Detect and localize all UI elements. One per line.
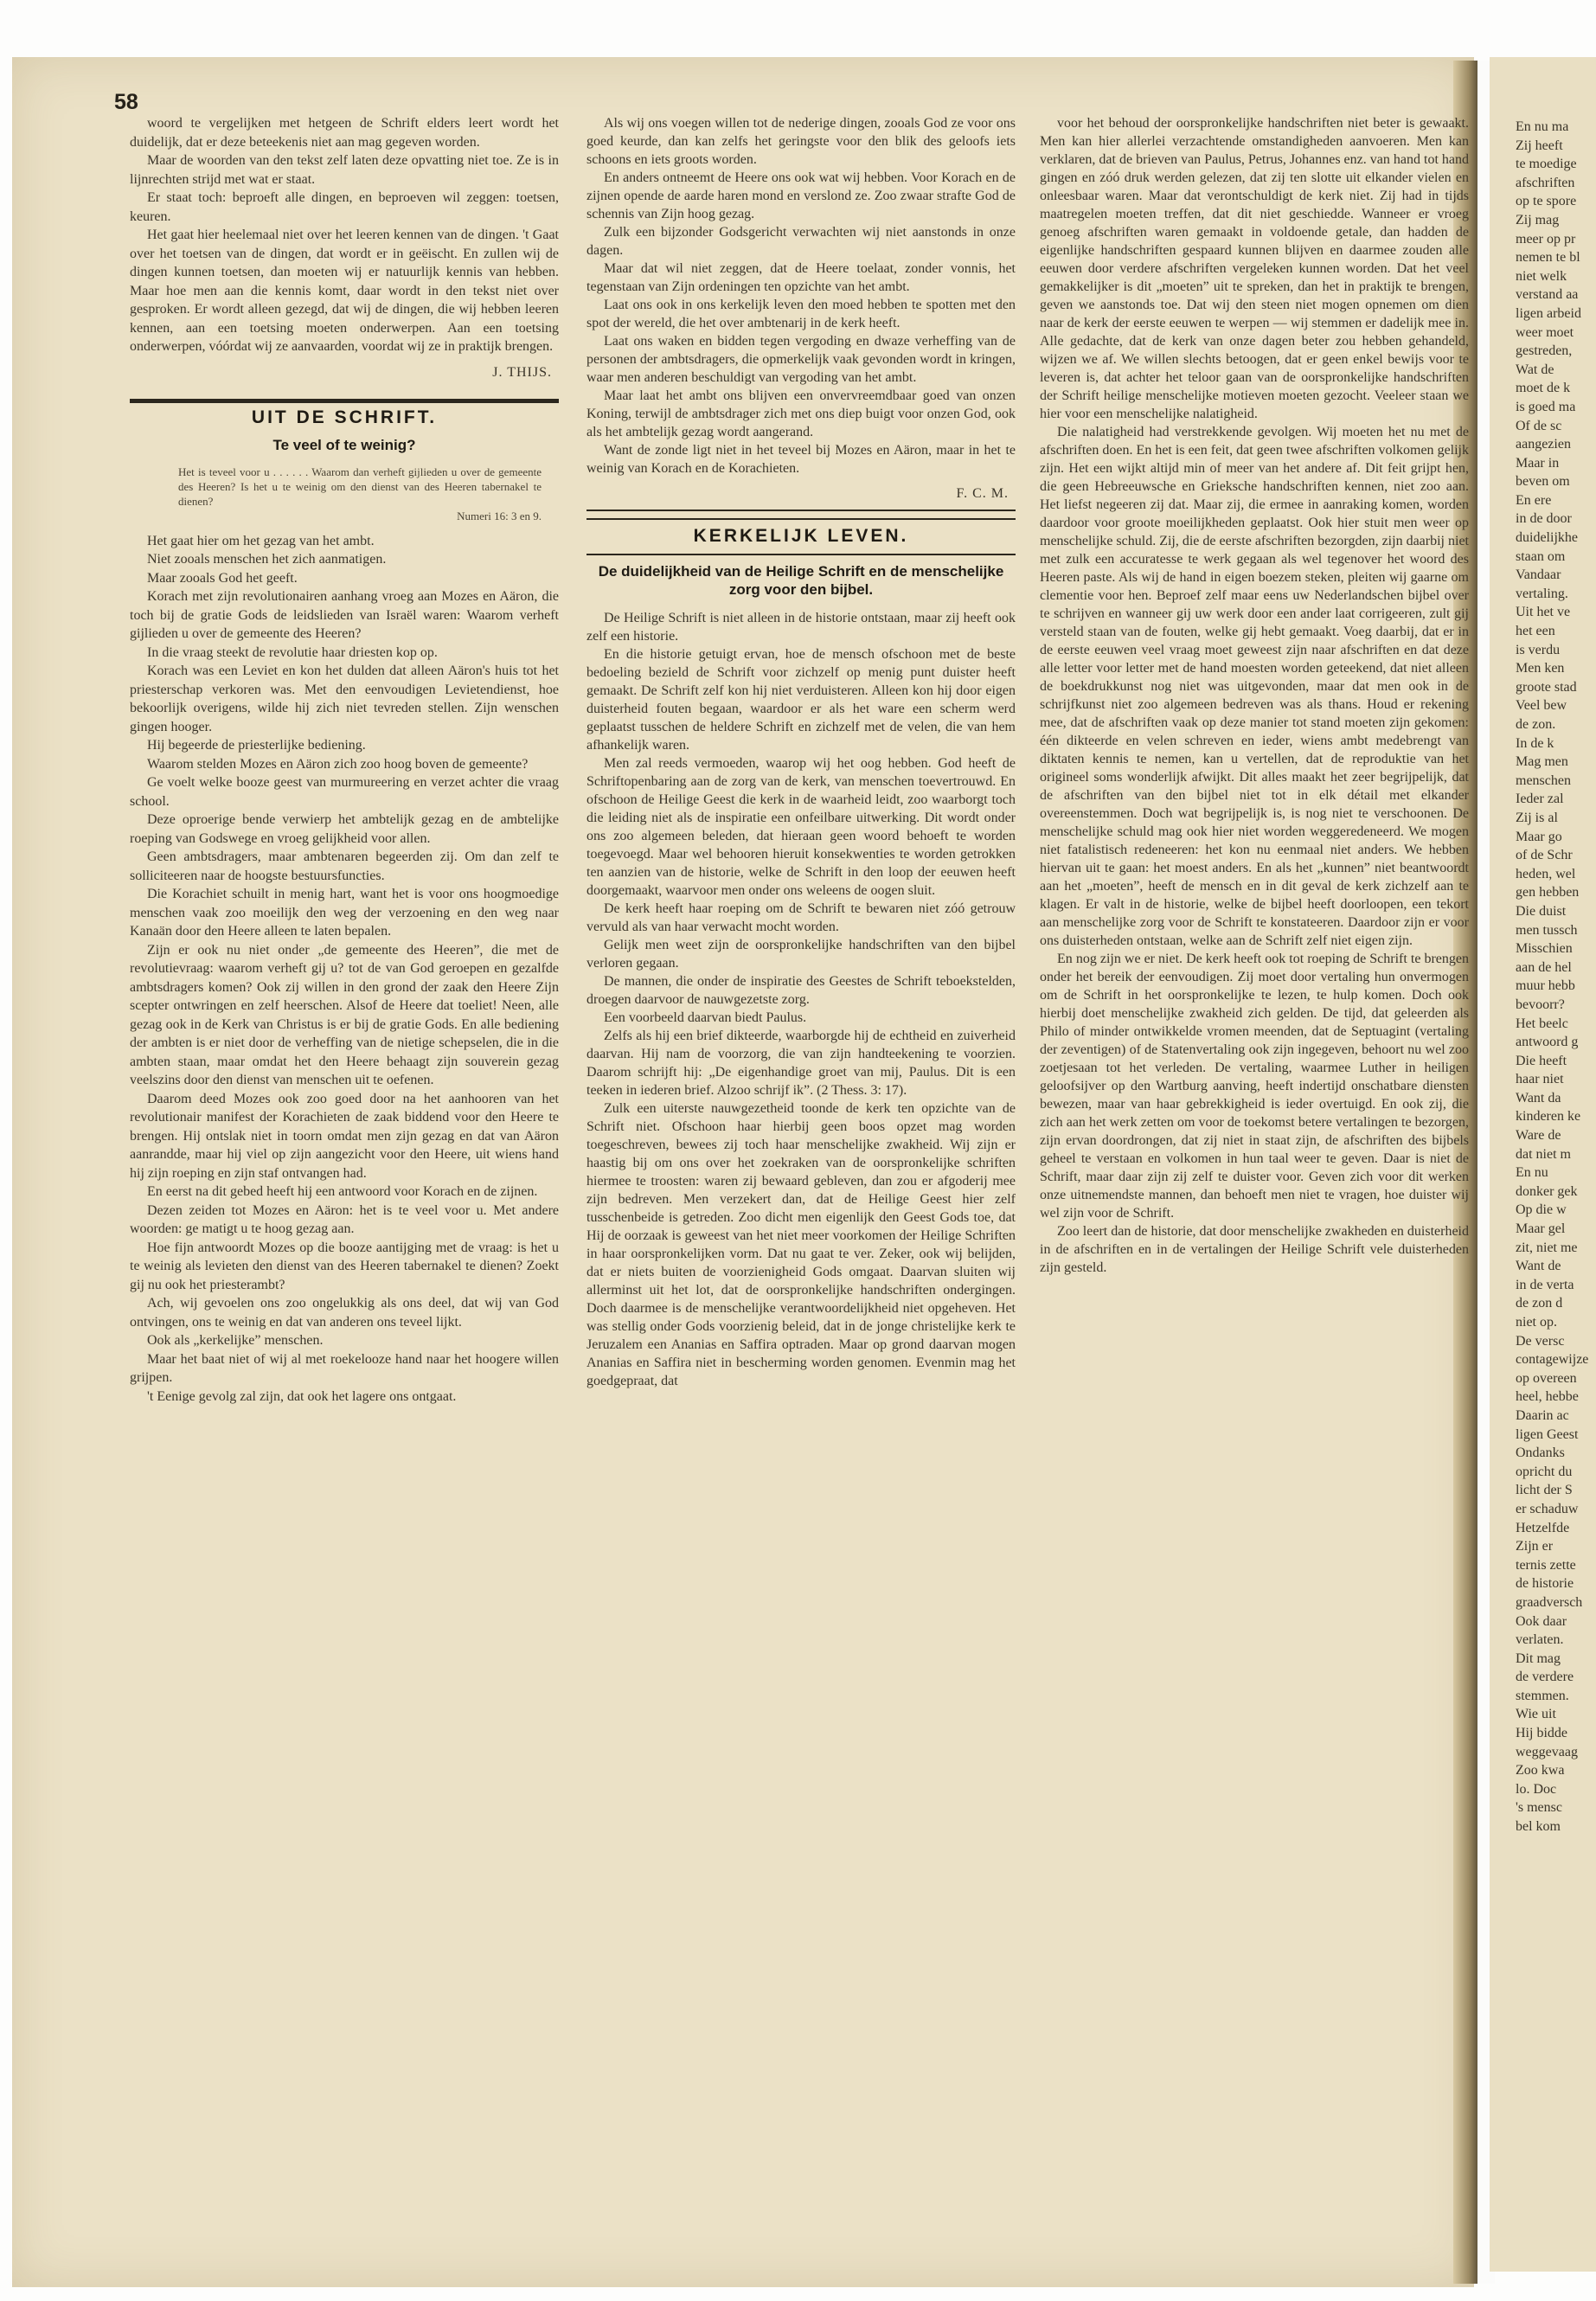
fragment-line: Wat de (1516, 362, 1554, 377)
fragment-line: Uit het ve (1516, 605, 1571, 620)
article-continuation (586, 114, 1016, 478)
fragment-line: niet op. (1516, 1315, 1557, 1330)
paragraph: Laat ons ook in ons kerkelijk leven den moed hebben te spotten met den spot der wereld, die het over ambtenarij in de kerk heeft. (586, 298, 1016, 330)
fragment-line: Maar gel (1516, 1221, 1566, 1237)
paragraph: Laat ons waken en bidden tegen vergoding en dwaze verheffing van de personen der ambtsdragers, die opmerkelijk vaak gevonden wordt in kringen, waar men anderen beschuldigt van vergoding van het ambt. (586, 334, 1016, 385)
paragraph: Maar dat wil niet zeggen, dat de Heere toelaat, zonder vonnis, het tegenstaan van Zijn ordeningen ten opzichte van het ambt. (586, 261, 1016, 294)
fragment-line: Vandaar (1516, 567, 1561, 583)
paragraph: Ook als „kerkelijke” menschen. (147, 1333, 324, 1348)
paragraph: Als wij ons voegen willen tot de nederige dingen, zooals God ze voor ons goed keurde, dan kan zelfs het geringste voor den blik des geloofs iets schoons en iets groots worden. (586, 116, 1016, 167)
fragment-line: Want da (1516, 1090, 1561, 1106)
paragraph: Ge voelt welke booze geest van murmureering en verzet achter die vraag school. (130, 775, 559, 809)
fragment-line: licht der S (1516, 1483, 1573, 1498)
fragment-line: contagewijze (1516, 1352, 1589, 1368)
fragment-line: heel, hebbe (1516, 1389, 1579, 1405)
paragraph: Maar laat het ambt ons blijven een onvervreemdbaar goed van onzen Koning, terwijl de ambtsdrager zich met ons diep buigt voor onzen God, ook als het ambtelijk gezag wordt aangerand. (586, 388, 1016, 439)
fragment-line: Maar in (1516, 455, 1560, 471)
column-1 (130, 114, 559, 1406)
section-divider (586, 510, 1016, 511)
paragraph: Geen ambtsdragers, maar ambtenaren begeerden zij. Om dan zelf te solliciteeren naar de hoogste bestuursfuncties. (130, 849, 559, 883)
paragraph: Ach, wij gevoelen ons zoo ongelukkig als ons deel, dat wij van God ontvingen, ons te weinig en dat van anderen ons teveel lijkt. (130, 1296, 559, 1330)
paragraph: Zijn er ook nu niet onder „de gemeente des Heeren”, die met de revolutievraag: waarom verheft gij u? tot de van God geroepen en gezalfde ambtsdragers komen? Ook zij willen in den grond der zaak den Heere Zijn scepter ontwringen en zelf heerschen. Alsof de Heere dat toeliet! Neen, alle gezag ook in de Kerk van Christus is er bij de gratie Gods. En alle bediening der ambten is er niet door de verheffing van de nietige schepselen, die in die ambten staan, maar omdat het den Heere behaagt zijn souverein gezag veelszins door den dienst van menschen uit te oefenen. (130, 942, 559, 1087)
fragment-line: vertaling. (1516, 586, 1568, 601)
paragraph: Maar zooals God het geeft. (147, 570, 298, 586)
paragraph: Hij begeerde de priesterlijke bediening. (147, 738, 366, 753)
fragment-line: Zij mag (1516, 212, 1560, 228)
fragment-line: groote stad (1516, 679, 1577, 695)
fragment-line: Het beelc (1516, 1016, 1568, 1031)
paragraph: En anders ontneemt de Heere ons ook wat wij hebben. Voor Korach en de zijnen opende de aarde haren mond en verslond ze. Zoo zwaar strafte God de schennis van Zijn hoog gezag. (586, 170, 1016, 221)
paragraph: Die Korachiet schuilt in menig hart, want het is voor ons hoogmoedige menschen vaak zoo moeilijk den weg der verzoening en den weg naar Kanaän door den Heere alleen te laten bepalen. (130, 887, 559, 939)
fragment-line: menschen (1516, 772, 1571, 788)
fragment-line: is verdu (1516, 642, 1561, 657)
fragment-line: Dit mag (1516, 1650, 1561, 1666)
paragraph: Deze oproerige bende verwierp het ambtelijk gezag en de ambtelijke roeping van Godswege en vroeg gelijkheid voor allen. (130, 812, 559, 846)
fragment-line: de zon. (1516, 717, 1556, 732)
fragment-line: is goed ma (1516, 399, 1576, 414)
bible-quote (178, 465, 542, 523)
fragment-line: de historie (1516, 1576, 1574, 1592)
fragment-line: op overeen (1516, 1370, 1577, 1386)
paragraph: Zulk een uiterste nauwgezetheid toonde de kerk ten opzichte van de Schrift niet. Ofschoon haar hierbij geen boos opzet mag worden toegeschreven, bewees zij toch haar menschelijke zwakheid. Wij zijn er haastig bij om ons over het zoekraken van de oorspronkelijke schriften hiermee te troosten: waren zij bewaard gebleven, dan zou er afgoderij mee zijn bedreven. Men verzekert dan, dat de Heilige Geest hier zelf tusschenbeide is getreden. Zoo dicht men eigenlijk den Geest Gods toe, dat Hij de oorzaak is geweest van het niet meer voorkomen der Heilige Schriften in haar oorspronkelijken vorm. Dat nu gaat te ver. Zeker, ook wij belijden, dat er niets buiten de voorzienigheid Gods omgaat. Daarvan sluiten wij allerminst uit het lot, dat de oorspronkelijke handschriften ondergingen. Doch daarmee is de menschelijke verantwoordelijkheid niet opgeheven. Het was stellig onder Gods voorzienig beleid, dat in de jonge christelijke kerk te Jeruzalem een Ananias en Saffira optraden. Maar op grond daarvan mogen Ananias en Saffira niet in bescherming worden genomen. Evenmin mag het goedgepraat, dat (586, 1101, 1016, 1388)
fragment-line: ligen arbeid (1516, 305, 1581, 321)
fragment-line: En nu (1516, 1165, 1548, 1181)
fragment-line: Maar go (1516, 829, 1562, 844)
fragment-line: Op die w (1516, 1202, 1567, 1218)
paragraph: Maar het baat niet of wij al met roekelooze hand naar het hoogere willen grijpen. (130, 1351, 559, 1385)
fragment-line: moet de k (1516, 381, 1571, 396)
section-heading-uit-de-schrift: UIT DE SCHRIFT. (251, 407, 438, 427)
paragraph: De Heilige Schrift is niet alleen in de historie ontstaan, maar zij heeft ook zelf een historie. (586, 611, 1016, 644)
paragraph: Dezen zeiden tot Mozes en Aäron: het is te veel voor u. Met andere woorden: ge matigt u te hoog gezag aan. (130, 1202, 559, 1236)
fragment-line: duidelijkhe (1516, 530, 1578, 546)
fragment-line: Ook daar (1516, 1613, 1567, 1629)
fragment-line: stemmen. (1516, 1688, 1569, 1703)
fragment-line: 's mensc (1516, 1800, 1562, 1816)
fragment-line: donker gek (1516, 1183, 1578, 1199)
fragment-line: Men ken (1516, 661, 1565, 676)
fragment-line: er schaduw (1516, 1501, 1579, 1516)
paragraph: En nog zijn we er niet. De kerk heeft ook tot roeping de Schrift te brengen onder het bereik der eenvoudigen. Zij moet door vertaling hun onvermogen om de Schrift in het oorspronkelijke te lezen, te hulp komen. Doch ook hierbij doet menschelijke zwakheid zich gelden. De tijd, dat geleerden als Philo of minder ontwikkelde vromen meenden, dat de Septuagint (vertaling der zeventigen) of de Statenvertaling ook zijn ingegeven, behoort nu wel zoo zoetjesaan tot het verleden. De vertaling, waarmee Luther in heiligen geloofsijver op den Wartburg aanving, heeft indertijd onschatbare diensten bewezen, maar van haar gebrekkigheid is ieder overtuigd. En ook zij, die zich aan het werk zetten om voor de toekomst betere vertalingen te bezorgen, zijn ervan doordrongen, dat zij niet in staat zijn, de afschriften des bijbels geheel te verstaan en volkomen in hun taal weer te geven. Daar is niet de Schrift, maar daar zijn zij zelf te duister voor. Geven zich voor dit werken onze uitnemendste mannen, dan behoeft men niet te vragen, hoe duister wij wel zijn voor de Schrift. (1040, 952, 1469, 1221)
paragraph: Niet zooals menschen het zich aanmatigen. (147, 552, 387, 567)
section-divider (586, 554, 1016, 555)
paragraph: voor het behoud der oorspronkelijke handschriften niet beter is gewaakt. Men kan hier allerlei verzachtende omstandigheden aanvoeren. Men kan verklaren, dat de brieven van Paulus, Petrus, Johannes enz. van hand tot hand gingen en zóó druk werden gelezen, dat zij ten slotte uit elkander vielen en onleesbaar waren. Maar dat verontschuldigt de kerk niet. Zij had in tijds maatregelen moeten treffen, dat dit niet geschiedde. Wanneer er vroeg genoeg afschriften waren gemaakt in voldoende getale, dan hadden de eigenlijke handschriften gespaard kunnen blijven en daarmee zouden alle eeuwen door verdere afschriften vergeleken kunnen worden. Dat het veel gemakkelijker is dit „moeten” uit te spreken, dan het in praktijk te brengen, geven we aanstonds toe. Dat wij den steen niet mogen opnemen om dien naar de kerk der eerste eeuwen te werpen — wij stemmen er dadelijk mee in. Alle gedachte, dat de kerk van onze dagen beter zou hebben gehandeld, wijzen we af. We willen slechts betoogen, dat er geen enkel bewijs voor te leveren is, dat achter het teloor gaan van de oorspronkelijke handschriften der Schrift heilige menschelijke motieven moeten gezocht. Veeleer staan we hier voor een menschelijke nalatigheid. (1040, 116, 1469, 421)
fragment-line: bel kom (1516, 1819, 1561, 1835)
paragraph: Zelfs als hij een brief dikteerde, waarborgde hij de echtheid en zuiverheid daarvan. Hij nam de voorzorg, die van zijn handteekening te voorzien. Daarom schrijft hij: „De eigenhandige groet van mij, Paulus. Dit is een teeken in iederen brief. Alzoo schrijf ik”. (2 Thess. 3: 17). (586, 1029, 1016, 1098)
author-signature: F. C. M. (956, 486, 1009, 501)
fragment-line: in de verta (1516, 1277, 1574, 1292)
section-divider (586, 518, 1016, 520)
paragraph: Er staat toch: beproeft alle dingen, en beproeven wil zeggen: toetsen, keuren. (130, 190, 559, 224)
paragraph: Hoe fijn antwoordt Mozes op die booze aantijging met de vraag: is het u te weinig als levieten den dienst van des Heeren tabernakel te dienen? Zoekt gij nu ook het priesterambt? (130, 1240, 559, 1292)
fragment-line: staan om (1516, 548, 1566, 564)
paragraph: Men zal reeds vermoeden, waarop wij het oog hebben. God heeft de Schriftopenbaring aan de zorg van de kerk, van menschen toevertrouwd. En ofschoon de Heilige Geest die kerk in de waarheid leidt, zoo waarborgt toch die leiding niet als de inspiratie een onfeilbare uitwerking. Dit wordt onder ons zoo algemeen beleden, dat hieraan geen woord behoeft te worden toegevoegd. Maar wel behooren hieruit konsekwenties te worden getrokken ten aanzien van de historie, welke de Schrift in den loop der eeuwen heeft doorgemaakt, waarvoor men onder ons weleens de oogen sluit. (586, 756, 1016, 898)
fragment-line: dat niet m (1516, 1146, 1571, 1162)
fragment-line: Mag men (1516, 754, 1568, 770)
paragraph: Maar de woorden van den tekst zelf laten deze opvatting niet toe. Ze is in lijnrechten strijd met wat er staat. (130, 153, 559, 187)
paragraph: Zulk een bijzonder Godsgericht verwachten wij niet aanstonds in onze dagen. (586, 225, 1016, 258)
fragment-line: ligen Geest (1516, 1426, 1579, 1442)
fragment-line: En nu ma (1516, 119, 1569, 134)
fragment-line: kinderen ke (1516, 1109, 1581, 1125)
fragment-line: Die heeft (1516, 1053, 1567, 1068)
paragraph: In die vraag steekt de revolutie haar driesten kop op. (147, 644, 438, 660)
fragment-line: verstand aa (1516, 287, 1579, 303)
fragment-line: antwoord g (1516, 1035, 1579, 1050)
paragraph: Gelijk men weet zijn de oorspronkelijke handschriften van den bijbel verloren gegaan. (586, 938, 1016, 971)
fragment-line: heden, wel (1516, 866, 1576, 881)
quote-reference: Numeri 16: 3 en 9. (457, 509, 542, 522)
fragment-line: in de door (1516, 511, 1572, 527)
paragraph: En die historie getuigt ervan, hoe de mensch ofschoon met de beste bedoeling bezield de Schrift voor zichzelf op menig punt duister heeft gemaakt. De Schrift zelf kon hij niet verduisteren. Alleen kon hij door eigen duisterheid fouten begaan, waardoor er als het ware een scherm werd geplaatst tusschen de heldere Schrift en zichzelf met de velen, die van hem afhankelijk waren. (586, 647, 1016, 753)
column-2 (586, 114, 1016, 1390)
paragraph: Zoo leert dan de historie, dat door menschelijke zwakheden en duisterheid in de afschriften en in de vertalingen der Heilige Schrift vele duisterheden zijn gesteld. (1040, 1224, 1469, 1275)
fragment-line: of de Schr (1516, 848, 1573, 863)
article-title: Te veel of te weinig? (272, 436, 416, 453)
section-divider (130, 399, 559, 403)
column-3 (1040, 114, 1469, 1277)
fragment-line: weggevaag (1516, 1744, 1578, 1759)
fragment-line: Ieder zal (1516, 792, 1564, 807)
adjacent-page-text (1516, 118, 1596, 1836)
fragment-line: de zon d (1516, 1296, 1563, 1311)
fragment-line: Misschien (1516, 941, 1573, 957)
fragment-line: zit, niet me (1516, 1240, 1578, 1255)
article-body (130, 532, 559, 1407)
page-number: 58 (114, 90, 138, 114)
fragment-line: te moedige (1516, 157, 1577, 172)
fragment-line: In de k (1516, 735, 1554, 751)
article-title: De duidelijkheid van de Heilige Schrift en de menschelijke zorg voor den bijbel. (598, 563, 1004, 598)
fragment-line: nemen te bl (1516, 250, 1580, 266)
article-continuation (130, 114, 559, 356)
paragraph: Die nalatigheid had verstrekkende gevolgen. Wij moeten het nu met de afschriften doen. En het is een feit, dat geen twee afschriften volkomen gelijk zijn. Het een wijkt altijd min of meer van het andere af. Dit feit grijpt hen, die geen Hebreeuwsche en Grieksche handschriften kennen, niet zoo aan. Het liefst negeeren zij dat. Maar zij, die ermee in aanraking komen, worden daardoor voor groote moeilijkheden geplaatst. Ook hier stuit men weer op menschelijke schuld. Zij, die de eerste afschriften bezorgden, zijn daarbij niet met zulk een accuratesse te werk gegaan als wel tegenover het woord des Heeren paste. Als wij de hand in eigen boezem steken, pleiten wij gaarne om clementie voor hen. Beproef zelf maar eens uw Nederlandschen bijbel over te schrijven en wanneer gij uw werk door een ander laat corrigeeren, zult gij versteld staan van de fouten, welke gij hebt gemaakt. Voeg daarbij, dat er in de eerste eeuwen veel vraag moet geweest zijn naar afschriften en dat deze alle letter voor letter met de hand moesten worden geteekend, dat niet alleen de boekdrukkunst nog niet was uitgevonden, maar dat men ook in de schrijfkunst niet zoo algemeen bedreven was als thans. Houd er rekening mee, dat de afschriften vaak op deze manier tot stand moeten zijn gekomen: één dikteerde en velen schreven en ieder, wiens ambt medebrengt van diktaten kennis te nemen, kan u vertellen, dat de reproduktie van het origineel soms wonderlijk afwijkt. Dit alles maakt het zeer begrijpelijk, dat de afschriften van den bijbel niet tot in elk détail met elkander overeenstemmen. Doch wat begrijpelijk is, is nog niet te verschoonen. De menschelijke schuld mag ook hier niet worden weggeredeneerd. We mogen niet fatalistisch redeneeren: het kon nu eenmaal niet anders. We hebben hiervan uit te gaan: het moest anders. En als het „kunnen” niet beantwoordt aan het „moeten”, heeft de mensch en in dit geval de kerk zichzelf aan te klagen. Er valt in de historie, welke de bijbel heeft doorloopen, een tekort aan menschelijke zorg voor de Schrift te konstateeren. Daardoor zijn er voor ons duisterheden ontstaan, welke aan de Schrift zelf niet eigen zijn. (1040, 425, 1469, 948)
fragment-line: Die duist (1516, 903, 1567, 919)
fragment-line: Zij is al (1516, 810, 1558, 825)
paragraph: En eerst na dit gebed heeft hij een antwoord voor Korach en de zijnen. (147, 1184, 538, 1199)
fragment-line: op te spore (1516, 194, 1577, 209)
fragment-line: Hetzelfde (1516, 1520, 1570, 1535)
fragment-line: Zij heeft (1516, 138, 1563, 153)
fragment-line: niet welk (1516, 268, 1567, 284)
section-heading-kerkelijk-leven: KERKELIJK LEVEN. (693, 526, 909, 546)
fragment-line: beven om (1516, 474, 1570, 490)
fragment-line: Zoo kwa (1516, 1763, 1565, 1779)
fragment-line: bevoorr? (1516, 997, 1565, 1012)
fragment-line: men tussch (1516, 922, 1578, 938)
fragment-line: lo. Doc (1516, 1781, 1557, 1797)
paragraph: De kerk heeft haar roeping om de Schrift te bewaren niet zóó getrouw vervuld als van haar verwacht mocht worden. (586, 901, 1016, 934)
fragment-line: graadversch (1516, 1594, 1583, 1610)
paragraph: Waarom stelden Mozes en Aäron zich zoo hoog boven de gemeente? (147, 756, 529, 772)
fragment-line: Of de sc (1516, 418, 1562, 433)
fragment-line: gen hebben (1516, 885, 1580, 901)
paragraph: Korach was een Leviet en kon het dulden dat alleen Aäron's huis tot het priesterschap verkoren was. Met den eenvoudigen Levietendienst, hoe bekoorlijk overigens, wilde hij zich niet tevreden stellen. Zijn wenschen gingen hooger. (130, 663, 559, 734)
paragraph: 't Eenige gevolg zal zijn, dat ook het lagere ons ontgaat. (147, 1388, 457, 1404)
paragraph: Want de zonde ligt niet in het teveel bij Mozes en Aäron, maar in het te weinig van Korach en de Korachieten. (586, 443, 1016, 476)
paragraph: Daarom deed Mozes ook zoo goed door na het aanhooren van het revolutionair manifest der Korachieten de zaak biddend voor den Heere te brengen. Hij ontslak niet in toorn omdat men zijn gezag en dat van Aäron aanrandde, maar hij viel op zijn aangezicht voor den Heere, uit wiens hand hij zijn roeping en zijn staf ontvangen had. (130, 1091, 559, 1181)
fragment-line: opricht du (1516, 1464, 1573, 1479)
paragraph: Het gaat hier heelemaal niet over het leeren kennen van de dingen. 't Gaat over het toetsen van de dingen, dat wordt er in geëischt. En zullen wij de dingen kunnen toetsen, dan moeten wij er natuurlijk kennis van hebben. Maar hoe men aan die kennis komt, daar wordt in den tekst niet over gesproken. Er wordt alleen gezegd, dat wij de dingen, die wij hebben leeren kennen, aan een toetsing moeten onderwerpen. Aan een toetsing onderwerpen, vóórdat wij ze aanvaarden, voordat wij ze in praktijk brengen. (130, 228, 559, 354)
fragment-line: meer op pr (1516, 231, 1576, 247)
fragment-line: Want de (1516, 1259, 1561, 1274)
paragraph: De mannen, die onder de inspiratie des Geestes de Schrift teboekstelden, droegen daarvoor de nauwgezetste zorg. (586, 974, 1016, 1007)
paragraph: woord te vergelijken met hetgeen de Schrift elders leert wordt het duidelijk, dat er deze beteekenis niet aan mag gegeven worden. (130, 116, 559, 150)
fragment-line: muur hebb (1516, 978, 1575, 994)
fragment-line: het een (1516, 624, 1555, 639)
fragment-line: De versc (1516, 1333, 1565, 1349)
fragment-line: Ondanks (1516, 1445, 1565, 1461)
paragraph: Een voorbeeld daarvan biedt Paulus. (604, 1010, 807, 1025)
fragment-line: aan de hel (1516, 959, 1572, 975)
paragraph: Korach met zijn revolutionairen aanhang vroeg aan Mozes en Aäron, die toch bij de gratie Gods de leidslieden van Israël waren: Waarom verheft gijlieden u over de gemeente des Heeren? (130, 589, 559, 641)
fragment-line: En ere (1516, 492, 1552, 508)
fragment-line: Wie uit (1516, 1707, 1556, 1722)
fragment-line: aangezien (1516, 437, 1571, 452)
fragment-line: afschriften (1516, 175, 1575, 190)
fragment-line: ternis zette (1516, 1557, 1576, 1573)
fragment-line: Zijn er (1516, 1539, 1554, 1554)
paragraph: Het gaat hier om het gezag van het ambt. (147, 533, 375, 548)
fragment-line: Hij bidde (1516, 1726, 1567, 1741)
article-body (586, 609, 1016, 1390)
fragment-line: haar niet (1516, 1072, 1564, 1087)
fragment-line: Veel bew (1516, 698, 1567, 714)
fragment-line: verlaten. (1516, 1632, 1564, 1648)
author-signature: J. THIJS. (492, 364, 552, 380)
quote-text: Het is teveel voor u . . . . . . Waarom dan verheft gijlieden u over de gemeente des Heeren? Is het u te weinig om den dienst van des Heeren tabernakel te dienen? (178, 465, 542, 508)
fragment-line: weer moet (1516, 324, 1574, 340)
fragment-line: Daarin ac (1516, 1407, 1569, 1423)
fragment-line: Ware de (1516, 1128, 1561, 1144)
fragment-line: de verdere (1516, 1670, 1574, 1685)
fragment-line: gestreden, (1516, 343, 1573, 359)
